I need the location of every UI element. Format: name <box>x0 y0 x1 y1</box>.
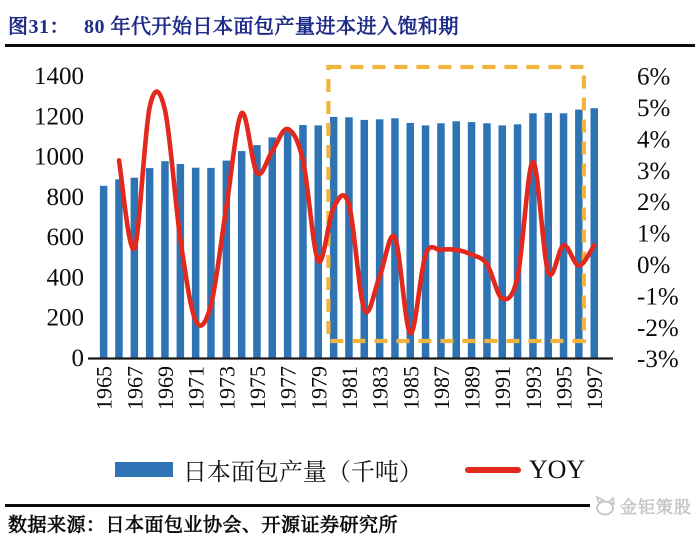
figure-title <box>8 10 696 39</box>
data-source: 数据来源：日本面包业协会、开源证券研究所 <box>8 515 399 536</box>
right-axis-label: -2% <box>637 314 679 342</box>
production-bar <box>238 151 246 358</box>
production-bar <box>437 123 445 358</box>
year-label: 1983 <box>367 366 393 410</box>
production-bar <box>499 125 507 358</box>
production-bar <box>468 122 476 358</box>
year-label: 1991 <box>490 366 516 410</box>
production-bar <box>575 110 583 359</box>
title-divider <box>5 44 695 47</box>
production-bar <box>146 168 154 358</box>
left-axis-label: 1200 <box>34 103 84 131</box>
yoy-line <box>119 92 594 334</box>
year-label: 1995 <box>551 366 577 410</box>
figure-title-text: 80 年代开始日本面包产量进本进入饱和期 <box>84 16 459 38</box>
production-bar <box>453 121 461 358</box>
bar-series-label: 日本面包产量（千吨） <box>182 460 423 486</box>
figure-number: 图31： <box>8 16 70 38</box>
year-label: 1981 <box>336 366 362 410</box>
production-bar <box>253 145 261 358</box>
left-axis-label: 0 <box>71 345 84 372</box>
right-axis-label: 4% <box>637 126 671 154</box>
production-bar <box>161 161 169 358</box>
production-bar <box>529 113 537 358</box>
bar-series-swatch <box>115 462 173 477</box>
line-series-swatch <box>465 467 521 473</box>
right-axis-label: 2% <box>637 189 671 217</box>
line-series-label: YOY <box>528 454 586 484</box>
year-label: 1967 <box>122 366 148 410</box>
left-axis-label: 200 <box>46 304 84 332</box>
bar-line-chart <box>0 55 700 440</box>
year-label: 1971 <box>183 366 209 410</box>
left-axis-label: 400 <box>46 264 84 292</box>
chart-legend <box>0 452 700 487</box>
production-bar <box>361 120 369 359</box>
production-bar <box>483 123 491 358</box>
production-bar <box>560 113 568 358</box>
brand-watermark <box>590 492 697 519</box>
production-bar <box>376 119 384 358</box>
left-axis-label: 600 <box>46 224 84 252</box>
production-bar <box>284 130 292 359</box>
year-label: 1973 <box>214 366 240 410</box>
year-label: 1965 <box>91 366 117 410</box>
production-bar <box>207 168 215 359</box>
right-axis-label: -3% <box>637 346 679 374</box>
year-label: 1969 <box>153 366 178 410</box>
production-bar <box>591 108 599 358</box>
production-bar <box>422 125 430 358</box>
brand-watermark-text: 金钜策股 <box>620 498 692 517</box>
production-bar <box>131 178 139 359</box>
right-axis-label: 5% <box>637 95 671 122</box>
right-axis-label: 1% <box>637 220 671 248</box>
production-bar <box>115 179 123 358</box>
left-axis-label: 1400 <box>34 63 84 90</box>
year-label: 1977 <box>275 366 301 410</box>
year-label: 1993 <box>520 366 546 410</box>
year-label: 1975 <box>245 366 270 410</box>
year-label: 1989 <box>459 365 485 410</box>
right-axis-label: 3% <box>637 157 671 185</box>
production-bar <box>330 117 338 359</box>
production-bar <box>269 137 277 358</box>
year-label: 1985 <box>398 366 424 410</box>
production-bar <box>545 113 553 359</box>
left-axis-label: 1000 <box>34 143 84 171</box>
production-bar <box>100 186 108 359</box>
right-axis-label: 6% <box>637 63 671 91</box>
year-label: 1979 <box>306 366 332 410</box>
right-axis-label: -1% <box>637 283 679 311</box>
year-label: 1987 <box>428 366 454 410</box>
right-axis-label: 0% <box>637 252 671 279</box>
year-label: 1997 <box>582 366 608 410</box>
production-bar <box>345 117 353 358</box>
cat-mascot-icon <box>595 496 617 516</box>
left-axis-label: 800 <box>46 183 84 211</box>
production-bar <box>192 168 200 359</box>
